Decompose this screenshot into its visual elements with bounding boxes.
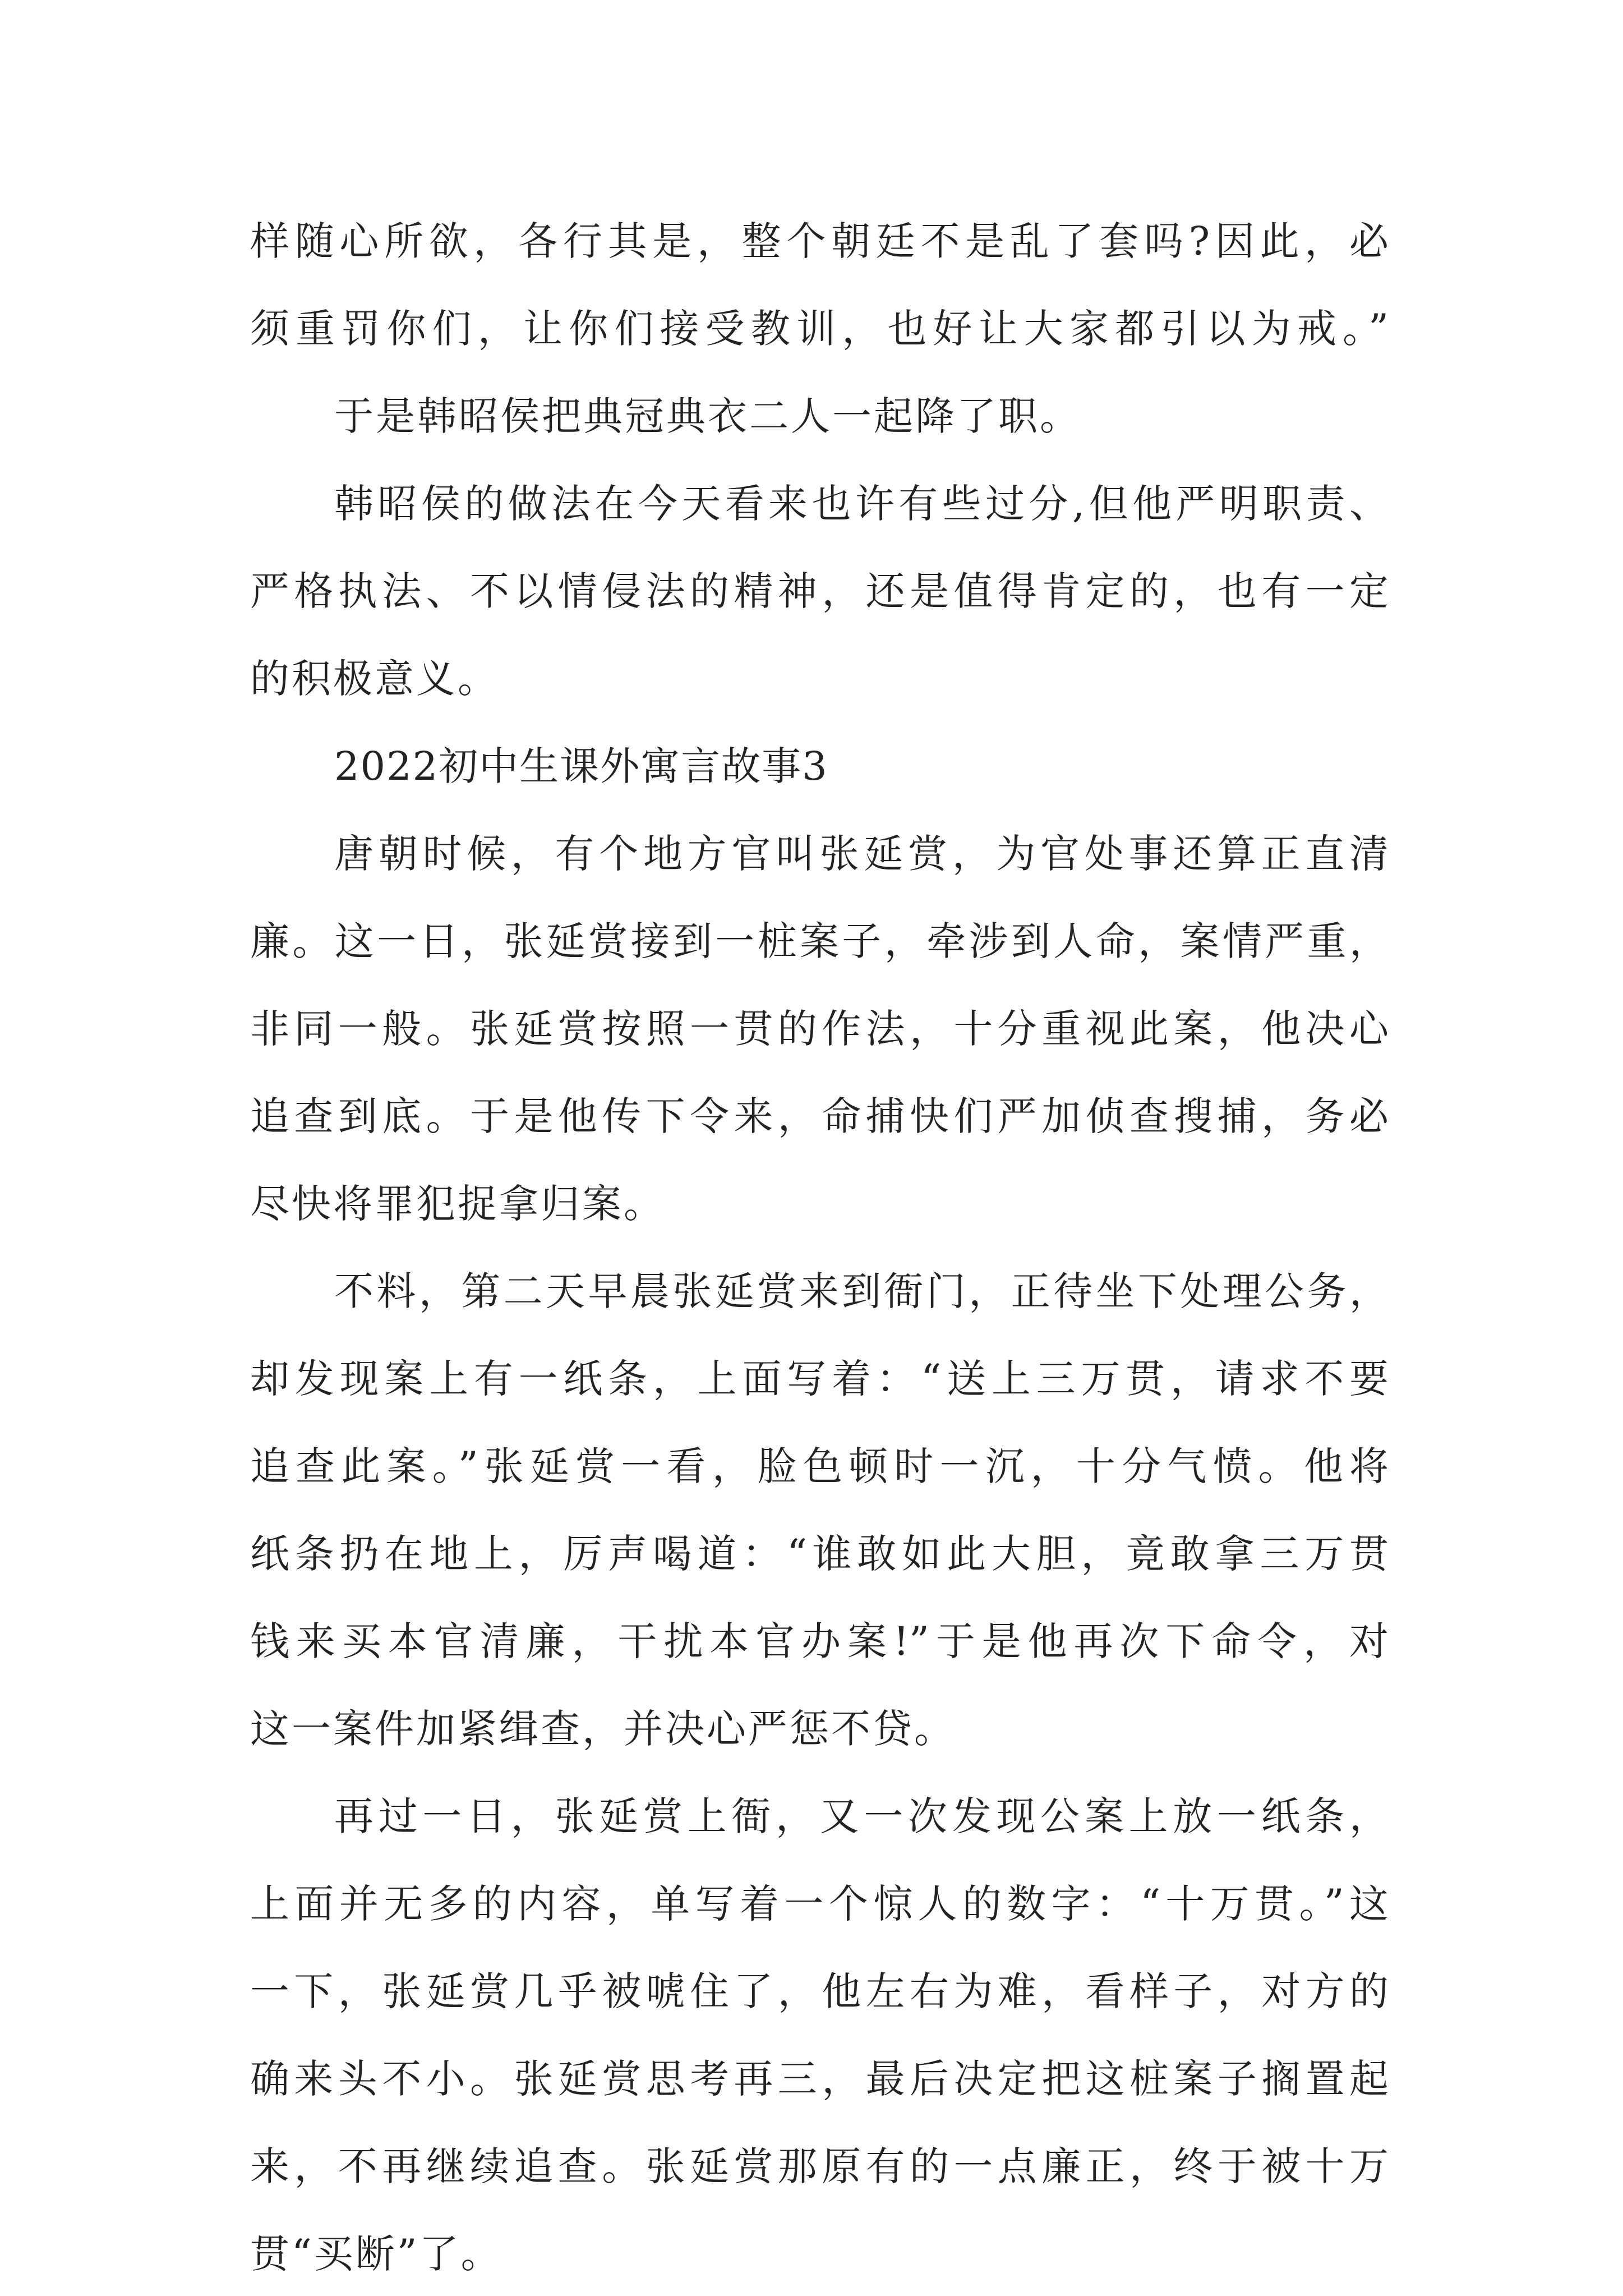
text-line: 这一案件加紧缉查，并决心严惩不贷。: [250, 1706, 956, 1752]
text-line: 于是韩昭侯把典冠典衣二人一起降了职。: [334, 393, 1081, 439]
text-line: 却发现案上有一纸条，上面写着：“送上三万贯，请求不要: [250, 1356, 1389, 1402]
text-line: 的积极意义。: [250, 656, 499, 702]
text-line: 纸条扔在地上，厉声喝道：“谁敢如此大胆，竟敢拿三万贯: [250, 1531, 1389, 1577]
text-line: 样随心所欲，各行其是，整个朝廷不是乱了套吗?因此，必: [250, 218, 1389, 264]
text-line: 唐朝时候，有个地方官叫张延赏，为官处事还算正直清: [334, 831, 1389, 877]
text-line: 严格执法、不以情侵法的精神，还是值得肯定的，也有一定: [250, 568, 1389, 614]
text-line: 来，不再继续追查。张延赏那原有的一点廉正，终于被十万: [250, 2143, 1389, 2189]
text-line: 上面并无多的内容，单写着一个惊人的数字：“十万贯。”这: [250, 1881, 1389, 1927]
text-line: 再过一日，张延赏上衙，又一次发现公案上放一纸条，: [334, 1793, 1389, 1839]
section-heading: 2022初中生课外寓言故事3: [334, 743, 828, 789]
text-line: 须重罚你们，让你们接受教训，也好让大家都引以为戒。”: [250, 306, 1389, 352]
text-line: 一下，张延赏几乎被唬住了，他左右为难，看样子，对方的: [250, 1968, 1389, 2014]
text-line: 确来头不小。张延赏思考再三，最后决定把这桩案子搁置起: [250, 2056, 1389, 2102]
text-line: 韩昭侯的做法在今天看来也许有些过分,但他严明职责、: [334, 481, 1389, 527]
text-line: 非同一般。张延赏按照一贯的作法，十分重视此案，他决心: [250, 1006, 1389, 1052]
text-line: 不料，第二天早晨张延赏来到衙门，正待坐下处理公务，: [334, 1268, 1389, 1314]
text-line: 廉。这一日，张延赏接到一桩案子，牵涉到人命，案情严重，: [250, 918, 1389, 964]
text-line: 钱来买本官清廉，干扰本官办案!”于是他再次下命令，对: [250, 1618, 1389, 1664]
text-line: 追查此案。”张延赏一看，脸色顿时一沉，十分气愤。他将: [250, 1443, 1389, 1489]
text-line: 贯“买断”了。: [250, 2231, 502, 2277]
text-line: 尽快将罪犯捉拿归案。: [250, 1181, 665, 1227]
text-line: 追查到底。于是他传下令来，命捕快们严加侦查搜捕，务必: [250, 1093, 1389, 1139]
